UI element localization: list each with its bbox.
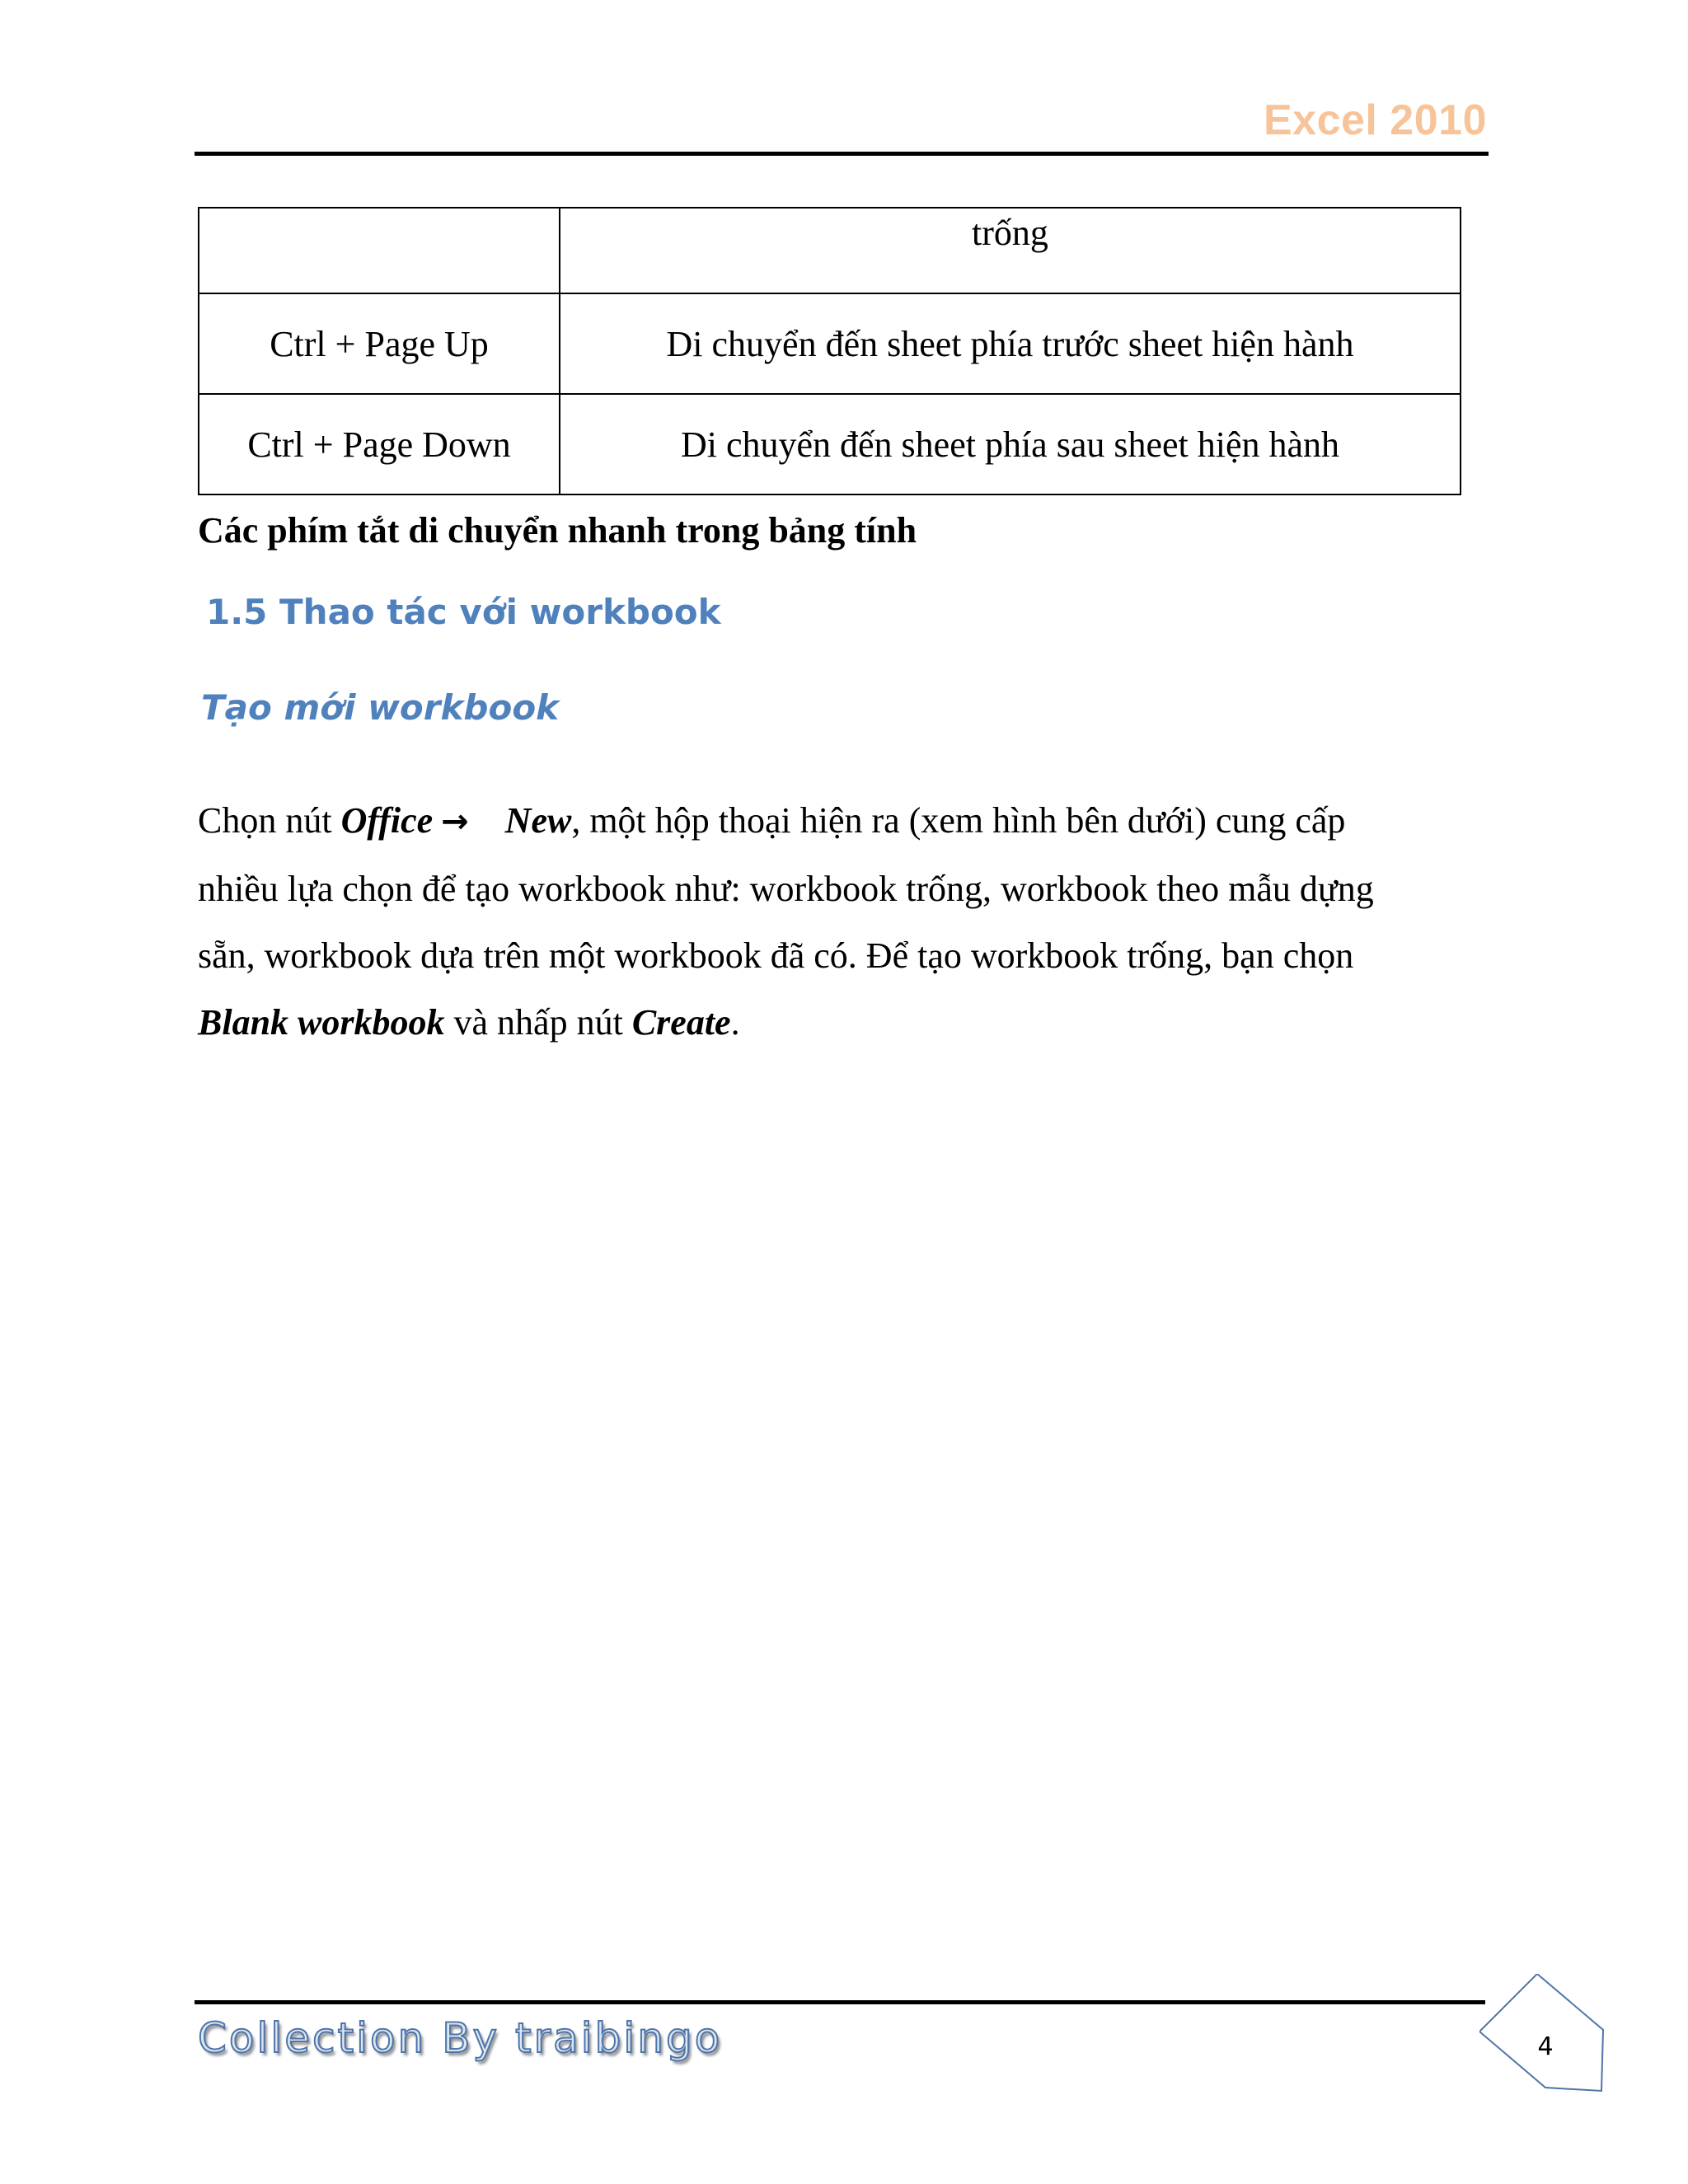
sub-heading: Tạo mới workbook xyxy=(201,687,560,728)
section-heading: 1.5 Thao tác với workbook xyxy=(206,592,721,632)
page-number-badge xyxy=(1479,1974,1620,2114)
shortcut-description-cell: trống xyxy=(560,208,1461,293)
shortcut-description-cell: Di chuyển đến sheet phía trước sheet hiện hành xyxy=(560,293,1461,394)
footer-rule xyxy=(195,2000,1485,2004)
table-row xyxy=(199,293,1461,394)
shortcut-key-cell: Ctrl + Page Down xyxy=(199,394,560,494)
table-row xyxy=(199,394,1461,494)
paragraph-line-3: sẵn, workbook dựa trên một workbook đã có. Để tạo workbook trống, bạn chọn xyxy=(198,935,1354,976)
shortcut-key-cell xyxy=(199,208,560,293)
new-term: New xyxy=(504,800,572,841)
body-paragraph xyxy=(198,787,1484,1056)
text-segment: Chọn nút xyxy=(198,800,341,841)
shortcut-key-cell: Ctrl + Page Up xyxy=(199,293,560,394)
shortcut-description-cell: Di chuyển đến sheet phía sau sheet hiện hành xyxy=(560,394,1461,494)
header-title: Excel 2010 xyxy=(1263,96,1487,144)
footer-text: Collection By traibingo xyxy=(198,2014,723,2062)
blank-workbook-term: Blank workbook xyxy=(198,1002,445,1043)
arrow-right-icon: → xyxy=(441,803,469,841)
text-segment: , một hộp thoại hiện ra (xem hình bên dưới) cung cấp xyxy=(571,800,1346,841)
paragraph-line-4 xyxy=(198,989,1484,1056)
table-row xyxy=(199,208,1461,293)
header-rule xyxy=(195,152,1489,156)
paragraph-line-2: nhiều lựa chọn để tạo workbook như: workbook trống, workbook theo mẫu dựng xyxy=(198,869,1374,909)
paragraph-line-1 xyxy=(198,787,1484,855)
table-caption: Các phím tắt di chuyển nhanh trong bảng tính xyxy=(198,510,917,551)
page-number: 4 xyxy=(1537,2032,1554,2061)
text-segment: . xyxy=(730,1002,740,1043)
shortcut-table xyxy=(198,207,1461,495)
text-segment: và nhấp nút xyxy=(444,1002,632,1043)
create-term: Create xyxy=(631,1002,731,1043)
office-term: Office xyxy=(340,800,434,841)
